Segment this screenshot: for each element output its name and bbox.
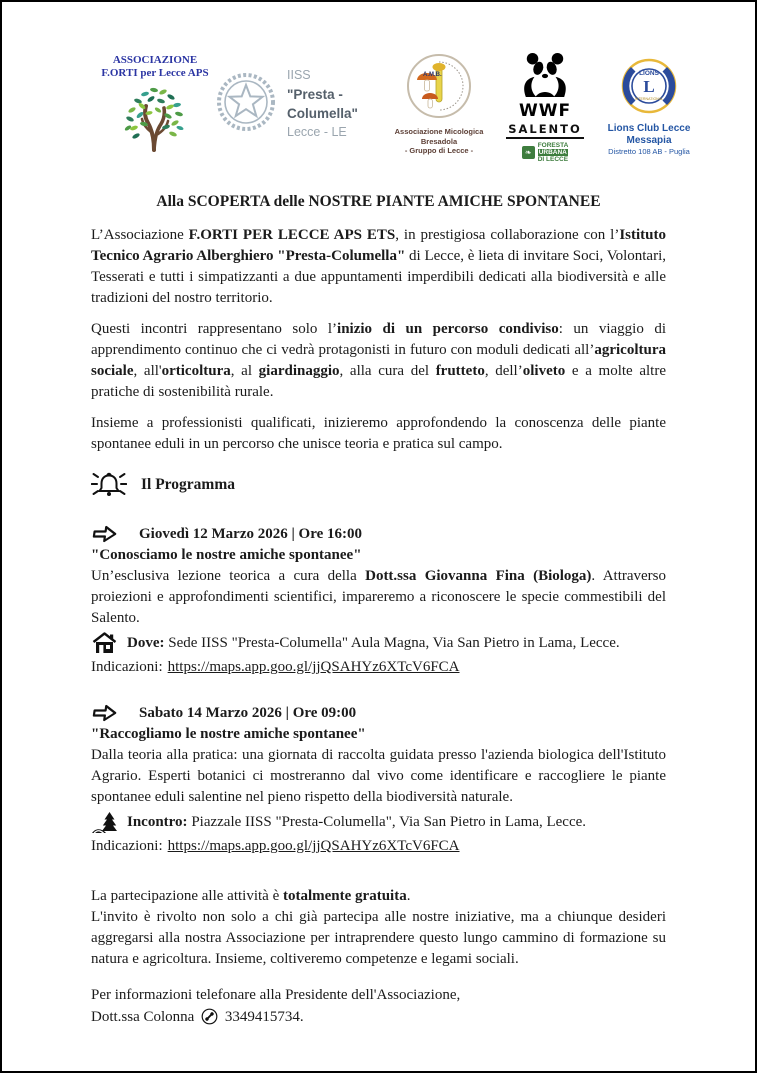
wwf-panda-icon — [516, 52, 574, 103]
badge-line-3: DI LECCE — [537, 156, 569, 163]
event-block-1 — [91, 525, 666, 678]
contact-section — [91, 984, 666, 1032]
event-1-maps-link[interactable]: https://maps.app.goo.gl/jjQSAHYz6XTcV6FCA — [167, 659, 460, 675]
amb-caption-1: Associazione Micologica — [394, 127, 484, 136]
event-2-maps-link[interactable]: https://maps.app.goo.gl/jjQSAHYz6XTcV6FCA — [167, 838, 460, 854]
forti-line2: F.ORTI per Lecce APS — [101, 67, 209, 79]
header-logos — [91, 52, 691, 163]
contact-line-2 — [91, 1006, 666, 1032]
italy-emblem-icon — [215, 71, 277, 138]
badge-line-2: URBANA — [538, 149, 567, 156]
event-1-location-row — [91, 631, 666, 655]
event-2-location-row — [91, 810, 666, 834]
event-2-datetime: Sabato 14 Marzo 2026 | Ore 09:00 — [139, 704, 357, 721]
foresta-leaf-icon: ❧ — [522, 146, 535, 159]
event-block-2 — [91, 704, 666, 857]
logo-iiss — [215, 66, 395, 142]
event-1-location-text: Sede IISS "Presta-Columella" Aula Magna, Via San Pietro in Lama, Lecce. — [168, 634, 620, 651]
lions-emblem-letter: L — [643, 77, 655, 96]
amb-caption-2: Bresadola — [420, 136, 458, 146]
bell-icon — [91, 471, 127, 499]
wwf-wordmark: WWF — [518, 101, 572, 121]
contact-name: Dott.ssa Colonna — [91, 1009, 195, 1025]
arrow-icon — [91, 525, 121, 543]
logo-amb — [379, 52, 499, 156]
amb-label-in-svg: A.M.B. — [423, 72, 442, 78]
phone-icon — [201, 1008, 218, 1032]
program-heading — [91, 471, 666, 499]
intro-paragraph-2: Questi incontri rappresentano solo l’inizio di un percorso condiviso: un viaggio di apprendimento continuo che ci vedrà protagonisti in futuro con moduli dedicati all’agricoltura sociale, all'orticoltura, al giardinaggio, alla cura del frutteto, dell’oliveto e a molte altre pratiche di sostenibilità rurale. — [91, 321, 666, 400]
amb-emblem-icon — [405, 72, 473, 124]
event-1-datetime: Giovedì 12 Marzo 2026 | Ore 16:00 — [139, 525, 362, 542]
iiss-acronym: IISS — [287, 68, 311, 82]
event-2-description: Dalla teoria alla pratica: una giornata di raccolta guidata presso l'azienda biologica dell'Istituto Agrario. Esperti botanici ci mostreranno dal vivo come identificare e raccogliere le piante spontanee eduli salentine nel pieno rispetto della biodiversità naturale. — [91, 747, 666, 805]
event-2-directions-row — [91, 836, 666, 857]
iiss-school-name: "Presta - Columella" — [287, 87, 358, 121]
event-1-directions-row — [91, 657, 666, 678]
contact-phone-number: 3349415734. — [224, 1009, 304, 1025]
lions-club-name: Lions Club Lecce Messapia — [607, 123, 691, 146]
logo-lions — [585, 58, 713, 157]
logo-forti — [95, 54, 215, 157]
badge-line-1: FORESTA — [537, 142, 569, 149]
event-1-title: "Conosciamo le nostre amiche spontanee" — [91, 547, 362, 563]
lions-emblem-icon — [621, 58, 677, 119]
lions-emblem-bottom-text: INTERNATIONAL — [634, 97, 664, 101]
program-heading-label: Il Programma — [141, 476, 235, 493]
lions-emblem-top-text: LIONS — [639, 70, 659, 77]
intro-paragraph-1: L’Associazione F.ORTI PER LECCE APS ETS, in prestigiosa collaborazione con l’Istituto Tecnico Agrario Alberghiero "Presta-Columella" di Lecce, è lieta di invitare Soci, Volontari, Tesserati e tutti i simpatizzanti a due appuntamenti imperdibili dedicati alla biodiversità e alle tradizioni del nostro territorio. — [91, 227, 666, 306]
house-icon — [91, 631, 118, 655]
wwf-foresta-badge — [499, 142, 591, 163]
event-2-location-text: Piazzale IISS "Presta-Columella", Via San Pietro in Lama, Lecce. — [191, 813, 587, 830]
free-participation-line: La partecipazione alle attività è totalmente gratuita. — [91, 888, 411, 904]
wwf-salento-label: SALENTO — [506, 122, 584, 139]
iiss-city: Lecce - LE — [287, 125, 347, 139]
event-1-description: Un’esclusiva lezione teorica a cura della Dott.ssa Giovanna Fina (Biologa). Attraverso proiezioni e approfondimenti scientifici, impareremo a riconoscere le specie commestibili del Salento. — [91, 568, 666, 626]
event-1-location-label: Dove: — [127, 634, 165, 651]
lions-district: Distretto 108 AB - Puglia — [608, 147, 690, 156]
contact-line-1: Per informazioni telefonare alla Presidente dell'Associazione, — [91, 987, 461, 1003]
park-tree-icon — [91, 810, 118, 834]
event-2-location-label: Incontro: — [127, 813, 188, 830]
event-2-title: "Raccogliamo le nostre amiche spontanee" — [91, 726, 366, 742]
closing-section — [91, 886, 666, 970]
event-1-directions-label: Indicazioni: — [91, 659, 163, 675]
arrow-icon — [91, 704, 121, 722]
forti-tree-icon — [118, 139, 192, 156]
intro-paragraph-3: Insieme a professionisti qualificati, inizieremo approfondendo la conoscenza delle piante spontanee eduli in un percorso che unisce teoria e pratica sul campo. — [91, 415, 666, 452]
invite-paragraph: L'invito è rivolto non solo a chi già partecipa alle nostre iniziative, ma a chiunque desideri aggregarsi alla nostra Associazione per intraprendere questo lungo cammino di formazione su natura e agricoltura. Insieme, coltiveremo competenze e legami sociali. — [91, 909, 666, 967]
forti-line1: ASSOCIAZIONE — [112, 54, 198, 66]
event-2-directions-label: Indicazioni: — [91, 838, 163, 854]
document-title: Alla SCOPERTA delle NOSTRE PIANTE AMICHE SPONTANEE — [156, 193, 601, 210]
amb-caption-3: - Gruppo di Lecce - — [404, 146, 474, 155]
logo-wwf — [499, 52, 591, 163]
